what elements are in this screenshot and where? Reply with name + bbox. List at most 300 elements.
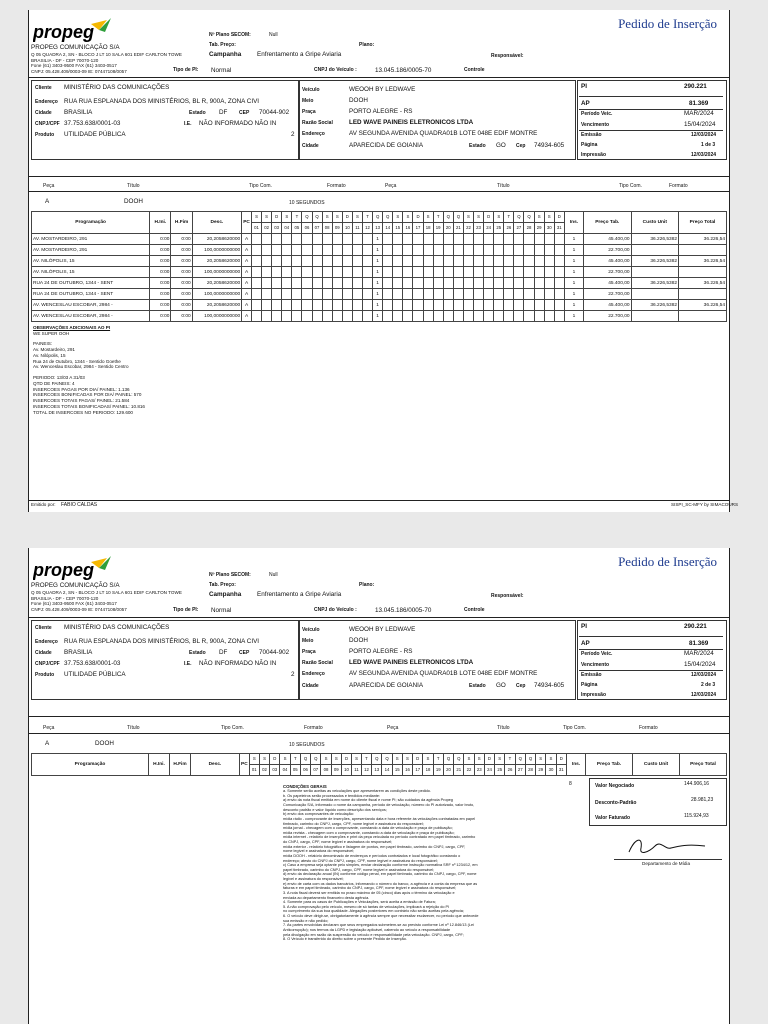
cell-day (292, 311, 302, 322)
cell-day (413, 234, 423, 245)
weekday-header: T (433, 754, 443, 765)
campanha-label: Campanha (209, 51, 242, 58)
cell-day (342, 300, 352, 311)
cell-day (383, 289, 393, 300)
cell-pc: A (242, 267, 252, 278)
day-header: 15 (392, 765, 402, 776)
endereco-label: Endereço (35, 639, 58, 645)
agency-info (31, 582, 182, 613)
day-header: 04 (280, 765, 290, 776)
day-header: 28 (524, 223, 534, 234)
cell-day (463, 256, 473, 267)
day-header: 27 (515, 765, 525, 776)
weekday-header: Q (382, 754, 392, 765)
day-header: 26 (504, 223, 514, 234)
veic-estado-value: GO (496, 682, 506, 689)
day-header: 13 (372, 765, 382, 776)
cell-day (282, 256, 292, 267)
valor-faturado-value: 115.924,93 (684, 813, 709, 819)
day-header: 06 (302, 223, 312, 234)
produto-value: UTILIDADE PÚBLICA (64, 131, 126, 138)
cell-day (383, 278, 393, 289)
cell-day (524, 278, 534, 289)
cell-day (362, 256, 372, 267)
weekday-header: S (423, 754, 433, 765)
cell-day (544, 234, 554, 245)
cell-preco-tab: 22.700,00 (584, 245, 632, 256)
cell-day (272, 267, 282, 278)
cell-ins: 1 (564, 278, 583, 289)
cell-programacao: AV. WENCESLAU ESCOBAR, 2984 - (32, 300, 150, 311)
cell-ins: 1 (564, 267, 583, 278)
col-desc: Desc. (191, 754, 240, 776)
col-hfim: H.Fim (170, 754, 191, 776)
weekday-header: T (292, 212, 302, 223)
cell-day (352, 278, 362, 289)
cell-day (413, 300, 423, 311)
cell-day (544, 256, 554, 267)
cell-day (453, 256, 463, 267)
emissao-label: Emissão (581, 672, 602, 678)
emissao-label: Emissão (581, 132, 602, 138)
responsavel-label: Responsável: (491, 593, 524, 599)
cell-desc: 100,0000000000 (192, 245, 242, 256)
weekday-header: D (272, 212, 282, 223)
cond-line: c) Caso a empresa seja optante pelo simples, enviar declaração conforme instrução normativa SRF nº 1234/12, em (283, 863, 478, 868)
weekday-header: D (554, 212, 564, 223)
table-row (32, 278, 727, 289)
cell-hini: 0:00 (150, 234, 171, 245)
weekday-header: S (464, 754, 474, 765)
day-header: 02 (262, 223, 272, 234)
cell-day-mark: 1 (373, 311, 383, 322)
cond-line: sua emissão e não pedido; (283, 918, 329, 923)
weekday-header: Q (443, 754, 453, 765)
cond-line: 3. A nota fiscal deverá ser emitida no prazo máximo de 05 (cinco) dias após o término da veiculação e (283, 890, 455, 895)
cell-preco-tab: 22.700,00 (584, 311, 632, 322)
cell-day (494, 311, 504, 322)
weekday-header: S (331, 754, 341, 765)
razao-value: LED WAVE PAINEIS ELETRONICOS LTDA (349, 119, 474, 126)
cond-line: e) envio de carta com os dados bancários, informando o número do banco, a agência e a conta da empresa que as (283, 881, 478, 886)
cell-hfim: 0:00 (171, 300, 192, 311)
cliente-value: MINISTÉRIO DAS COMUNICAÇÕES (64, 624, 170, 631)
tipo-pi-label: Tipo de PI: (173, 67, 199, 73)
cell-day (383, 267, 393, 278)
cell-programacao: RUA 24 DE OUTUBRO, 1344 - SENT (32, 289, 150, 300)
svg-text:propeg: propeg (33, 560, 94, 580)
table-row (32, 267, 727, 278)
obs-line: INSERCOES TOTAIS BONIFICADAS/ PAINEL: 10.816 (33, 403, 145, 409)
cell-day (403, 278, 413, 289)
programacao-table (31, 753, 727, 776)
weekday-header: S (321, 754, 331, 765)
cell-day (484, 234, 494, 245)
cell-day (514, 245, 524, 256)
weekday-header: S (403, 212, 413, 223)
cell-day (251, 245, 261, 256)
cell-day (362, 278, 372, 289)
col-preco-total: Preço Total (680, 754, 727, 776)
cliente-num: 2 (291, 131, 295, 138)
veic-cidade-value: APARECIDA DE GOIANIA (349, 142, 424, 149)
agency-phone: Fone (61) 3403-9500 FAX (61) 3403-0517 (31, 63, 117, 69)
cell-day (332, 256, 342, 267)
cell-custo-unit: 36.226,5382 (631, 278, 679, 289)
cell-pc: A (242, 234, 252, 245)
desconto-label: Desconto-Padrão (595, 800, 637, 806)
cell-custo-unit (631, 245, 679, 256)
cell-day (433, 289, 443, 300)
col-hini: H.Ini. (150, 212, 171, 234)
cond-line: do CNPJ, cargo, CPF, nome legível e assinatura do responsável; (283, 840, 393, 845)
cell-day (443, 289, 453, 300)
cell-day (251, 311, 261, 322)
valor-negociado-label: Valor Negociado (595, 783, 635, 789)
cell-day (484, 278, 494, 289)
cond-line: b) envio dos comprovantes de veiculação: (283, 812, 354, 817)
cell-day (302, 245, 312, 256)
plano-secom-label: Nº Plano SECOM: (209, 572, 251, 578)
cell-day (393, 289, 403, 300)
day-header: 11 (352, 765, 362, 776)
cliente-label: Cliente (35, 85, 52, 91)
veic-endereco-label: Endereço (302, 671, 325, 677)
cell-day (262, 267, 272, 278)
ie-label: I.E. (184, 121, 192, 127)
cell-day (312, 245, 322, 256)
formato-value: 10 SEGUNDOS (289, 200, 325, 206)
ap-value: 81.369 (689, 100, 709, 107)
cell-desc: 100,0000000000 (192, 289, 242, 300)
cell-day (474, 234, 484, 245)
agency-name: PROPEG COMUNICAÇÃO S/A (31, 44, 120, 51)
weekday-header: S (546, 754, 556, 765)
cell-hini: 0:00 (150, 245, 171, 256)
cell-day (302, 256, 312, 267)
cell-day (272, 289, 282, 300)
cell-day (282, 267, 292, 278)
day-header: 17 (413, 765, 423, 776)
cond-line: mídia rádio - comprovante de inserções, apresentando data e hora referente às veiculações contratadas em papel (283, 816, 476, 821)
col-custo-unit: Custo Unit (631, 212, 679, 234)
cell-day (352, 234, 362, 245)
cell-day (292, 245, 302, 256)
cell-day (251, 289, 261, 300)
cell-day (494, 267, 504, 278)
day-header: 08 (322, 223, 332, 234)
weekday-header: Q (372, 754, 382, 765)
cell-day (352, 289, 362, 300)
cell-day (514, 234, 524, 245)
controle-label: Controle (464, 67, 485, 73)
veic-estado-label: Estado (469, 143, 486, 149)
cell-day (342, 278, 352, 289)
cidade-value: BRASILIA (64, 109, 93, 116)
weekday-header: S (322, 212, 332, 223)
cell-day (272, 245, 282, 256)
cell-day (534, 278, 544, 289)
cell-day (453, 289, 463, 300)
day-header: 18 (423, 223, 433, 234)
impressao-label: Impressão (581, 692, 607, 698)
veic-estado-value: GO (496, 142, 506, 149)
cell-day (554, 278, 564, 289)
emissao-value: 12/03/2024 (691, 672, 717, 678)
cell-day (312, 289, 322, 300)
cell-day (403, 267, 413, 278)
cell-day (292, 234, 302, 245)
cell-day (292, 267, 302, 278)
propeg-logo (33, 556, 113, 582)
estado-value: DF (219, 649, 228, 656)
agency-info (31, 44, 182, 75)
weekday-header: Q (515, 754, 525, 765)
programacao-table (31, 211, 727, 322)
cell-day-mark: 1 (373, 289, 383, 300)
cnpj-veiculo-label: CNPJ do Veículo : (314, 67, 357, 73)
cell-day (443, 300, 453, 311)
agency-cnpj: CNPJ: 05.428.409/0003-09 IE: 07447108/0057 (31, 69, 127, 75)
emissao-value: 12/03/2024 (691, 132, 717, 138)
cell-hini: 0:00 (150, 256, 171, 267)
cell-day (484, 245, 494, 256)
day-header: 01 (251, 223, 261, 234)
cell-hini: 0:00 (150, 311, 171, 322)
day-header: 05 (290, 765, 300, 776)
cell-desc: 20,2058620000 (192, 256, 242, 267)
agency-name: PROPEG COMUNICAÇÃO S/A (31, 582, 120, 589)
cell-day (534, 256, 544, 267)
obs-line: PAINEIS: (33, 341, 53, 347)
cell-day (352, 311, 362, 322)
col-preco-tab: Preço Tab. (586, 754, 633, 776)
weekday-header: T (504, 212, 514, 223)
cell-day (423, 300, 433, 311)
obs-line: Av. Wenceslau Escobar, 2984 - Sentido Centro (33, 364, 129, 370)
cell-day (282, 289, 292, 300)
responsavel-label: Responsável: (491, 53, 524, 59)
cell-day (332, 234, 342, 245)
produto-label: Produto (35, 132, 55, 138)
day-header: 20 (443, 765, 453, 776)
cep-value: 70044-902 (259, 109, 290, 116)
venc-value: 15/04/2024 (684, 121, 716, 128)
cell-day (272, 234, 282, 245)
col-ins: Ins. (567, 754, 586, 776)
col-preco-tab: Preço Tab. (584, 212, 632, 234)
cell-day (544, 278, 554, 289)
cell-pc: A (242, 278, 252, 289)
day-header: 06 (300, 765, 310, 776)
cond-line: 8. O Veículo é transferido do direito sobre o presente Pedido de Inserção. (283, 937, 407, 942)
plano-secom-value: Null (269, 572, 278, 578)
veic-cep-label: Cep (516, 683, 526, 689)
day-header: 08 (321, 765, 331, 776)
cell-preco-tab: 45.400,00 (584, 256, 632, 267)
cond-line: d) envio da declaração anual (IN) conforme código penal, em papel timbrado, carimbo do CNPJ, cargo, CPF, nome (283, 872, 477, 877)
agency-city: BRASILIA - DF - CEP 70070-120 (31, 57, 99, 63)
cell-day-mark: 1 (373, 267, 383, 278)
cell-day (494, 245, 504, 256)
cell-programacao: AV. MOSTARDEIRO, 291 (32, 234, 150, 245)
cell-day (433, 245, 443, 256)
cell-ins: 1 (564, 256, 583, 267)
day-header: 28 (525, 765, 535, 776)
cond-line: timbrado, carimbo do CNPJ, cargo, CPF, nome legível e assinatura do responsável; (283, 821, 424, 826)
cell-day (322, 278, 332, 289)
cell-day (423, 256, 433, 267)
cell-day (514, 289, 524, 300)
obs-line: Av. Nilópolis, 15 (33, 352, 66, 358)
day-header: 24 (484, 223, 494, 234)
day-header: 15 (393, 223, 403, 234)
cell-day (403, 245, 413, 256)
veic-endereco-value: AV SEGUNDA AVENIDA QUADRA01B LOTE 048E EDIF MONTRE (349, 670, 538, 677)
weekday-header: S (392, 754, 402, 765)
cell-preco-tab: 45.400,00 (584, 300, 632, 311)
cnpj-value: 37.753.638/0001-03 (64, 120, 121, 127)
produto-label: Produto (35, 672, 55, 678)
cell-day (322, 311, 332, 322)
cell-day (262, 234, 272, 245)
cell-day (282, 311, 292, 322)
cond-line: faturas e em papel timbrado, carimbo do CNPJ, cargo, CPF, nome legível e assinatura do responsável; (283, 886, 457, 891)
obs-line: TOTAL DE INSERCOES NO PERIODO: 129.600 (33, 409, 133, 415)
cell-day (514, 300, 524, 311)
weekday-header: Q (300, 754, 310, 765)
weekday-header: D (484, 754, 494, 765)
cell-day (423, 245, 433, 256)
cell-day (262, 278, 272, 289)
peca-label-2: Peça (387, 725, 399, 731)
agency-cnpj: CNPJ: 05.428.409/0003-09 IE: 07447108/0057 (31, 607, 127, 613)
cell-day (262, 245, 272, 256)
cell-day (433, 256, 443, 267)
cell-day (272, 300, 282, 311)
cell-day (312, 267, 322, 278)
day-header: 24 (484, 765, 494, 776)
cell-day (413, 289, 423, 300)
day-header: 16 (402, 765, 412, 776)
cell-ins: 1 (564, 245, 583, 256)
cell-day (362, 311, 372, 322)
cell-day (423, 278, 433, 289)
cell-preco-total: 36.226,54 (679, 278, 727, 289)
cell-hfim: 0:00 (171, 245, 192, 256)
cond-line: a. Somente serão aceitas as veiculações que apresentarem as condições deste pedido. (283, 789, 431, 794)
cell-hini: 0:00 (150, 300, 171, 311)
cell-day (514, 256, 524, 267)
cell-day (322, 289, 332, 300)
cell-day (413, 267, 423, 278)
cell-day (554, 311, 564, 322)
tipo-pi-label: Tipo de PI: (173, 607, 199, 613)
cell-ins: 1 (564, 311, 583, 322)
cell-day (514, 278, 524, 289)
praca-label: Praça (302, 649, 316, 655)
cell-day (544, 289, 554, 300)
cell-desc: 100,0000000000 (192, 267, 242, 278)
day-header: 14 (383, 223, 393, 234)
day-header: 29 (536, 765, 546, 776)
col-programacao: Programação (32, 754, 149, 776)
cell-day (342, 234, 352, 245)
day-header: 13 (373, 223, 383, 234)
cnpj-veiculo-label: CNPJ do Veículo : (314, 607, 357, 613)
cell-preco-tab: 22.700,00 (584, 267, 632, 278)
cell-day (554, 300, 564, 311)
pagina-value: 2 de 3 (701, 682, 716, 688)
peca-value: A (45, 740, 50, 747)
weekday-header: T (290, 754, 300, 765)
periodo-label: Período Veic. (581, 651, 613, 657)
cell-day (554, 245, 564, 256)
cell-day (403, 289, 413, 300)
estado-value: DF (219, 109, 228, 116)
cnpj-label: CNPJ/CPF (35, 661, 60, 667)
agency-address: Q 05 QUADRA 2, SN - BLOCO J LT 10 SALA 601 EDIF CARLTON TOWE (31, 589, 182, 595)
cep-label: CEP (239, 650, 250, 656)
cell-day (403, 234, 413, 245)
cell-day (534, 300, 544, 311)
cell-day (272, 256, 282, 267)
day-header: 30 (546, 765, 556, 776)
cell-programacao: RUA 24 DE OUTUBRO, 1344 - SENT (32, 278, 150, 289)
cell-day (504, 245, 514, 256)
cell-day-mark: 1 (373, 300, 383, 311)
cell-day (463, 278, 473, 289)
cell-custo-unit (631, 289, 679, 300)
cell-day (504, 289, 514, 300)
veiculo-label: Veículo (302, 627, 320, 633)
cell-day (534, 311, 544, 322)
cell-day (504, 278, 514, 289)
cond-line: enviada ao departamento financeiro desta agência. (283, 895, 370, 900)
cidade-value: BRASILIA (64, 649, 93, 656)
cell-day (322, 267, 332, 278)
endereco-value: RUA RUA ESPLANADA DOS MINISTÉRIOS, BL R, 900A, ZONA CIVI (64, 638, 260, 645)
obs-line: INSERCOES TOTAIS PAGAS/ PAINEL: 21.584 (33, 398, 130, 404)
col-custo-unit: Custo Unit (633, 754, 680, 776)
praca-label: Praça (302, 109, 316, 115)
cell-day (383, 245, 393, 256)
cell-pc: A (242, 245, 252, 256)
day-header: 25 (494, 223, 504, 234)
cell-preco-total: 36.226,54 (679, 300, 727, 311)
cond-line: Comunicação S/A, informado o nome da campanha, período de veiculação, número do PI autorizado, valor bruto, (283, 803, 475, 808)
cnpj-veiculo-value: 13.045.186/0005-70 (375, 607, 432, 614)
weekday-header: S (402, 754, 412, 765)
cell-day (393, 300, 403, 311)
cell-preco-total (679, 289, 727, 300)
cell-day (403, 311, 413, 322)
impressao-value: 12/03/2024 (691, 692, 717, 698)
weekday-header: S (534, 212, 544, 223)
formato-label: Formato (304, 725, 323, 731)
cell-day (524, 300, 534, 311)
razao-label: Razão Social (302, 120, 333, 126)
weekday-header: S (495, 754, 505, 765)
weekday-header: Q (453, 212, 463, 223)
cell-preco-total: 36.226,54 (679, 256, 727, 267)
cell-day (393, 256, 403, 267)
produto-value: UTILIDADE PÚBLICA (64, 671, 126, 678)
meio-label: Meio (302, 638, 314, 644)
obs-line: PERIODO: 13/03 A 31/03 (33, 375, 85, 381)
cond-lines (283, 789, 573, 942)
cell-day (292, 300, 302, 311)
